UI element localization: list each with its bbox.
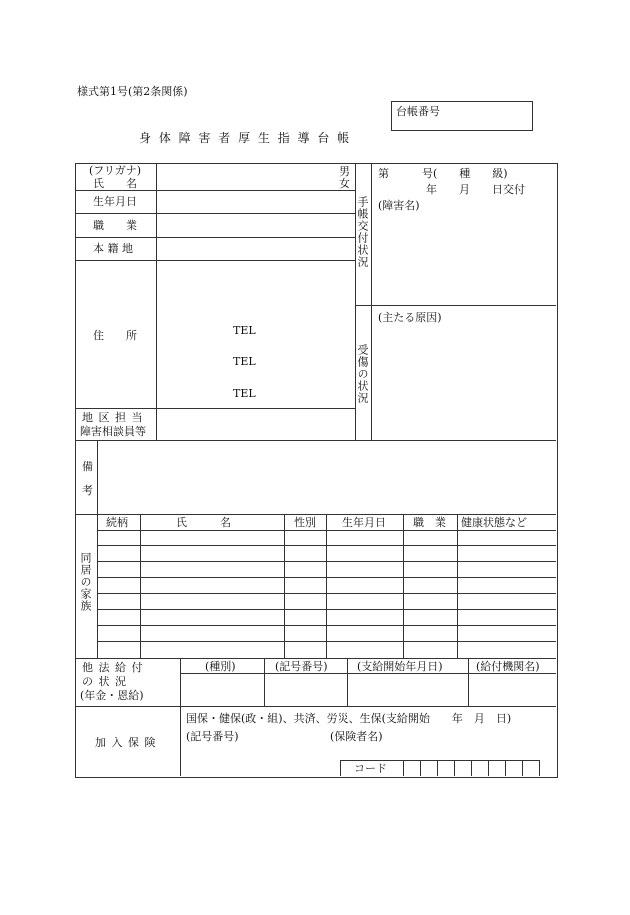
tel-label-1: TEL (233, 324, 256, 337)
disability-name-label: (障害名) (378, 199, 420, 212)
ledger-number-label: 台帳番号 (396, 105, 440, 118)
district-field[interactable] (157, 409, 354, 440)
form-number-label: 様式第1号(第2条関係) (77, 85, 188, 98)
family-header-sex: 性別 (294, 516, 316, 529)
tel-label-2: TEL (233, 355, 256, 368)
occupation-field[interactable] (157, 214, 354, 237)
occupation-label: 職 業 (93, 219, 137, 232)
code-label: コード (354, 762, 387, 775)
insurance-field[interactable] (181, 707, 555, 759)
family-header-birthdate: 生年月日 (342, 516, 386, 529)
benefit-agency-header: (給付機関名) (476, 660, 540, 673)
injury-status-label: 受傷の状況 (356, 344, 369, 404)
insurance-label: 加 入 保 険 (95, 736, 157, 749)
handbook-number-line: 第 号( 種 級) (378, 167, 508, 180)
furigana-label: (フリガナ) (89, 164, 142, 177)
benefit-start-header: (支給開始年月日) (357, 660, 443, 673)
main-cause-label: (主たる原因) (378, 311, 442, 324)
handbook-field[interactable] (372, 164, 555, 304)
remarks-label-1: 備 (82, 460, 93, 473)
other-benefits-field[interactable] (181, 674, 555, 705)
address-label: 住 所 (93, 329, 137, 342)
domicile-label: 本 籍 地 (93, 242, 133, 255)
insurance-types: 国保・健保(政・組)、共済、労災、生保(支給開始 年 月 日) (186, 712, 512, 725)
remarks-field[interactable] (98, 441, 555, 513)
handbook-issue-date: 年 月 日交付 (426, 183, 525, 196)
birthdate-label: 生年月日 (93, 195, 137, 208)
other-benefits-label-3: (年金・恩給) (80, 689, 144, 702)
female-option[interactable]: 女 (339, 177, 350, 190)
benefit-number-header: (記号番号) (275, 660, 328, 673)
family-header-relation: 続柄 (106, 516, 128, 529)
name-label: 氏 名 (93, 177, 137, 190)
birthdate-field[interactable] (157, 191, 354, 213)
family-header-health: 健康状態など (461, 516, 527, 529)
other-benefits-label-1: 他 法 給 付 (82, 661, 144, 674)
district-label-2: 障害相談員等 (80, 425, 146, 438)
other-benefits-label-2: の 状 況 (82, 675, 127, 688)
district-label-1: 地 区 担 当 (82, 411, 144, 424)
insurance-number-label: (記号番号) (186, 730, 239, 743)
domicile-field[interactable] (157, 238, 354, 260)
benefit-type-header: (種別) (205, 660, 236, 673)
name-field[interactable] (157, 164, 354, 190)
page-title: 身 体 障 害 者 厚 生 指 導 台 帳 (139, 131, 352, 145)
insurer-name-label: (保険者名) (330, 730, 383, 743)
handbook-status-label: 手帳交付状況 (356, 196, 369, 268)
remarks-label-2: 考 (82, 484, 93, 497)
ledger-number-box[interactable] (391, 101, 533, 131)
injury-field[interactable] (372, 306, 555, 439)
family-label: 同居の家族 (79, 552, 92, 612)
family-header-occupation: 職 業 (413, 516, 446, 529)
family-header-name: 氏 名 (176, 516, 231, 529)
family-table-body[interactable] (98, 531, 555, 657)
male-option[interactable]: 男 (339, 165, 350, 178)
tel-label-3: TEL (233, 387, 256, 400)
